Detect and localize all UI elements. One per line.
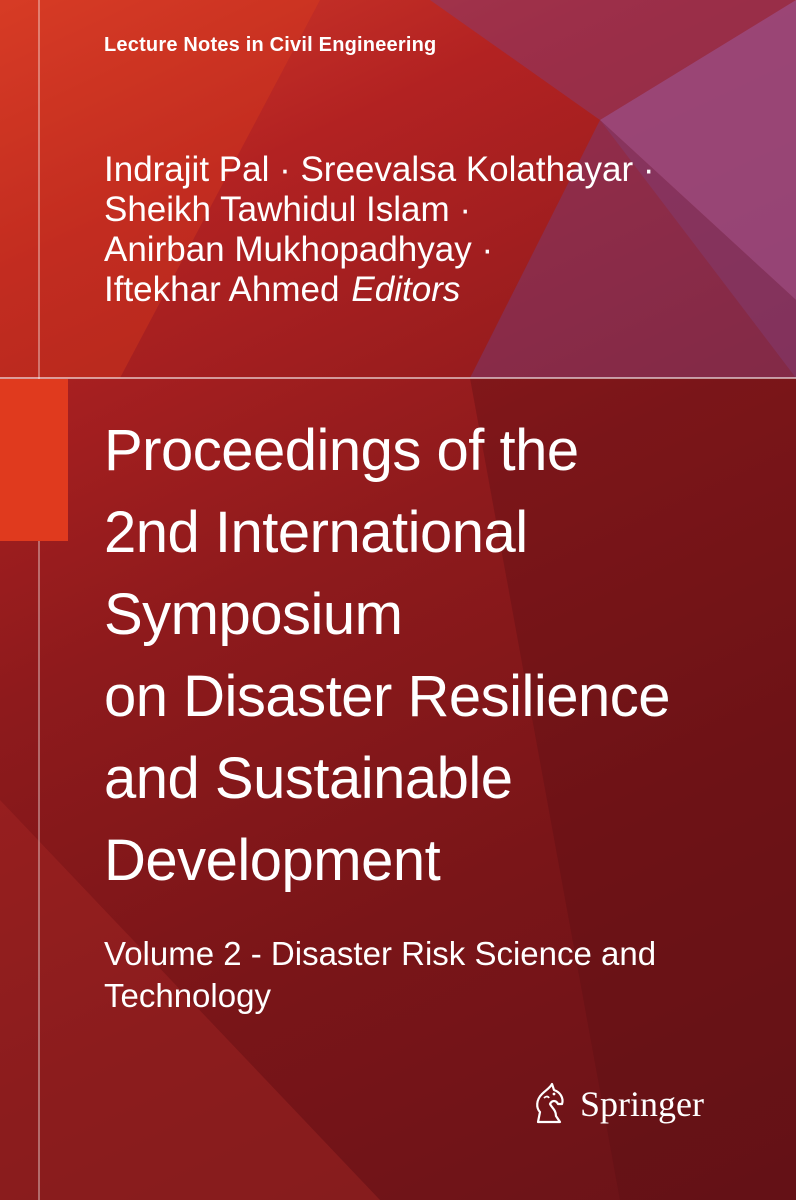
editor-name-last: Iftekhar Ahmed [104,270,340,309]
book-subtitle [104,933,744,1017]
title-line-6: Development [104,828,441,893]
springer-horse-icon [530,1082,570,1126]
accent-block [0,379,68,541]
subtitle-line-2: Technology [104,977,271,1014]
editors-line-1: Indrajit Pal · Sreevalsa Kolathayar · [104,150,655,189]
vertical-guide-line [38,0,40,1200]
title-line-1: Proceedings of the [104,418,579,483]
editors-role: Editors [351,270,461,309]
editors-line-4 [104,270,764,310]
title-line-5: and Sustainable [104,746,513,811]
book-title [104,410,784,902]
horizontal-divider [0,377,796,379]
series-name: Lecture Notes in Civil Engineering [104,34,437,56]
editors-line-3: Anirban Mukhopadhyay · [104,230,494,269]
subtitle-line-1: Volume 2 - Disaster Risk Science and [104,935,657,972]
title-line-3: Symposium [104,582,403,647]
title-line-4: on Disaster Resilience [104,664,671,729]
editors-line-2: Sheikh Tawhidul Islam · [104,190,472,229]
editors-list [104,150,764,310]
publisher-logo [530,1082,704,1126]
publisher-name: Springer [580,1084,704,1124]
title-line-2: 2nd International [104,500,528,565]
